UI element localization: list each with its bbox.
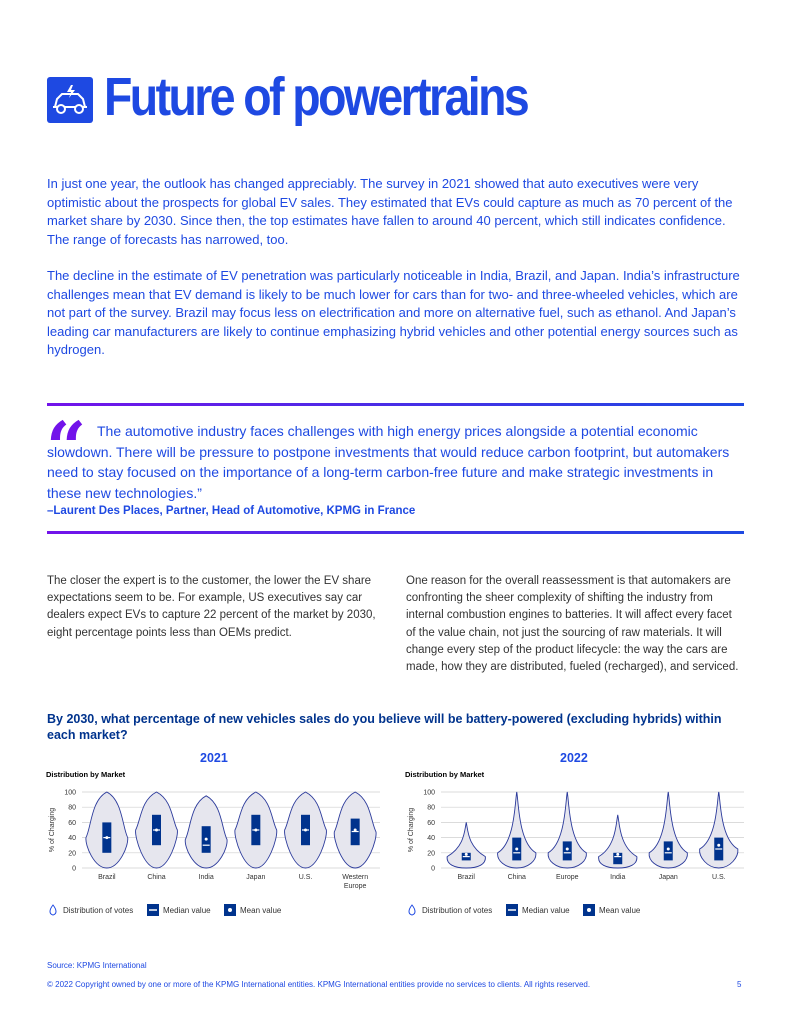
y-tick-label: 100 (423, 789, 435, 797)
right-column-text: One reason for the overall reassessment is that automakers are confronting the sheer complexity of shifting the industry from internal combustion engines to batteries. It will affect every facet of the value chain, not just the sourcing of raw materials. It will change every step of the product lifecycle: the way the cars are made, how they are distributed, fueled (recharged), and serviced. (406, 575, 739, 674)
chart-2022-title: 2022 (560, 751, 588, 765)
chart-question: By 2030, what percentage of new vehicles sales do you believe will be battery-powered (excluding hybrids) within each market? (47, 712, 722, 742)
chart-2021-title: 2021 (200, 751, 228, 765)
y-tick-label: 0 (431, 865, 435, 873)
chart-subtitle: Distribution by Market (405, 770, 485, 779)
x-category-label: Brazil (457, 874, 476, 881)
x-category-label: Japan (658, 874, 678, 881)
x-category-label: U.S. (298, 874, 313, 881)
mean-mark (354, 829, 357, 832)
mean-mark (717, 844, 720, 847)
page-title: Future of powertrains (104, 67, 528, 127)
electric-car-icon (47, 77, 93, 123)
chart-2021 (40, 766, 385, 906)
x-category-label: India (198, 874, 214, 881)
mean-mark (105, 836, 108, 839)
legend-distribution-label: Distribution of votes (422, 906, 493, 915)
pull-quote: The automotive industry faces challenges with high energy prices alongside a potential economic slowdown. There will be pressure to postpone investments that would reduce carbon footprint, but automakers need to stay focused on the importance of a long-term carbon-free future and make strategic investments in these new technologies.” (47, 423, 730, 501)
x-category-label: Brazil (98, 874, 116, 881)
intro-paragraph-1: In just one year, the outlook has changed appreciably. The survey in 2021 showed that auto executives were very optimistic about the prospects for global EV sales. They estimated that EVs could capture as much as 70 percent of the market share by 2030. Since then, the top estimates have fallen to around 40 percent, which still indicates confidence. The range of forecasts has narrowed, too. (47, 176, 733, 247)
x-category-label: India (610, 874, 626, 881)
quote-attribution: –Laurent Des Places, Partner, Head of Automotive, KPMG in France (47, 505, 416, 517)
y-tick-label: 80 (427, 804, 435, 812)
legend-median-label: Median value (522, 906, 570, 915)
mean-mark (515, 848, 518, 851)
left-column-text: The closer the expert is to the customer, the lower the EV share expectations seem to be. For example, US executives say car dealers expect EVs to capture 22 percent of the market by 2030, eight percentage points less than OEMs predict. (47, 575, 376, 639)
intro-paragraph-2: The decline in the estimate of EV penetration was particularly noticeable in India, Brazil, and Japan. India’s infrastructure challenges mean that EV demand is likely to be much lower for cars than for two- and three-wheeled vehicles, which are not part of the survey. Brazil may focus less on electrification and more on alternative fuel, such as ethanol. And Japan’s leading car manufacturers are likely to continue emphasizing hybrid vehicles and other potential energy sources such as hydrogen. (47, 268, 740, 358)
y-tick-label: 40 (68, 835, 76, 843)
y-axis-label: % of Charging (49, 807, 56, 853)
copyright-footer: © 2022 Copyright owned by one or more of the KPMG International entities. KPMG International entities provide no services to clients. All rights reserved. (47, 980, 591, 989)
x-category-label: Western Europe (342, 874, 369, 890)
mean-mark (254, 829, 257, 832)
mean-mark (205, 838, 208, 841)
y-tick-label: 60 (427, 819, 435, 827)
legend-mean-label: Mean value (240, 906, 282, 915)
mean-mark (566, 848, 569, 851)
x-category-label: Europe (555, 874, 579, 881)
y-tick-label: 20 (427, 850, 435, 858)
y-tick-label: 40 (427, 835, 435, 843)
quote-bottom-divider (47, 531, 744, 534)
source-note: Source: KPMG International (47, 961, 147, 970)
violin-brazil (447, 822, 485, 881)
mean-mark (304, 829, 307, 832)
chart-2022 (399, 766, 749, 906)
violin-india (599, 815, 637, 881)
distribution-legend-icon (50, 905, 56, 915)
legend-distribution-label: Distribution of votes (63, 906, 134, 915)
mean-mark (667, 848, 670, 851)
chart-subtitle: Distribution by Market (46, 770, 126, 779)
quote-top-divider (47, 403, 744, 406)
x-category-label: China (147, 874, 166, 881)
legend-mean-label: Mean value (599, 906, 641, 915)
x-category-label: U.S. (711, 874, 726, 881)
y-axis-label: % of Charging (408, 807, 415, 853)
legend-2022 (406, 903, 736, 919)
distribution-legend-icon (409, 905, 415, 915)
legend-2021 (47, 903, 377, 919)
page-number: 5 (737, 980, 742, 989)
x-category-label: China (507, 874, 526, 881)
mean-mark (616, 853, 619, 856)
quote-mark-icon: “ (46, 406, 87, 489)
violin-shape (447, 822, 485, 868)
y-tick-label: 0 (72, 865, 76, 873)
iqr-box (664, 841, 673, 860)
y-tick-label: 20 (68, 850, 76, 858)
y-tick-label: 100 (64, 789, 76, 797)
y-tick-label: 60 (68, 819, 76, 827)
violin-western-europe (334, 792, 376, 890)
mean-mark (465, 853, 468, 856)
mean-mark (155, 829, 158, 832)
iqr-box (563, 841, 572, 860)
legend-median-label: Median value (163, 906, 211, 915)
x-category-label: Japan (246, 874, 266, 881)
y-tick-label: 80 (68, 804, 76, 812)
